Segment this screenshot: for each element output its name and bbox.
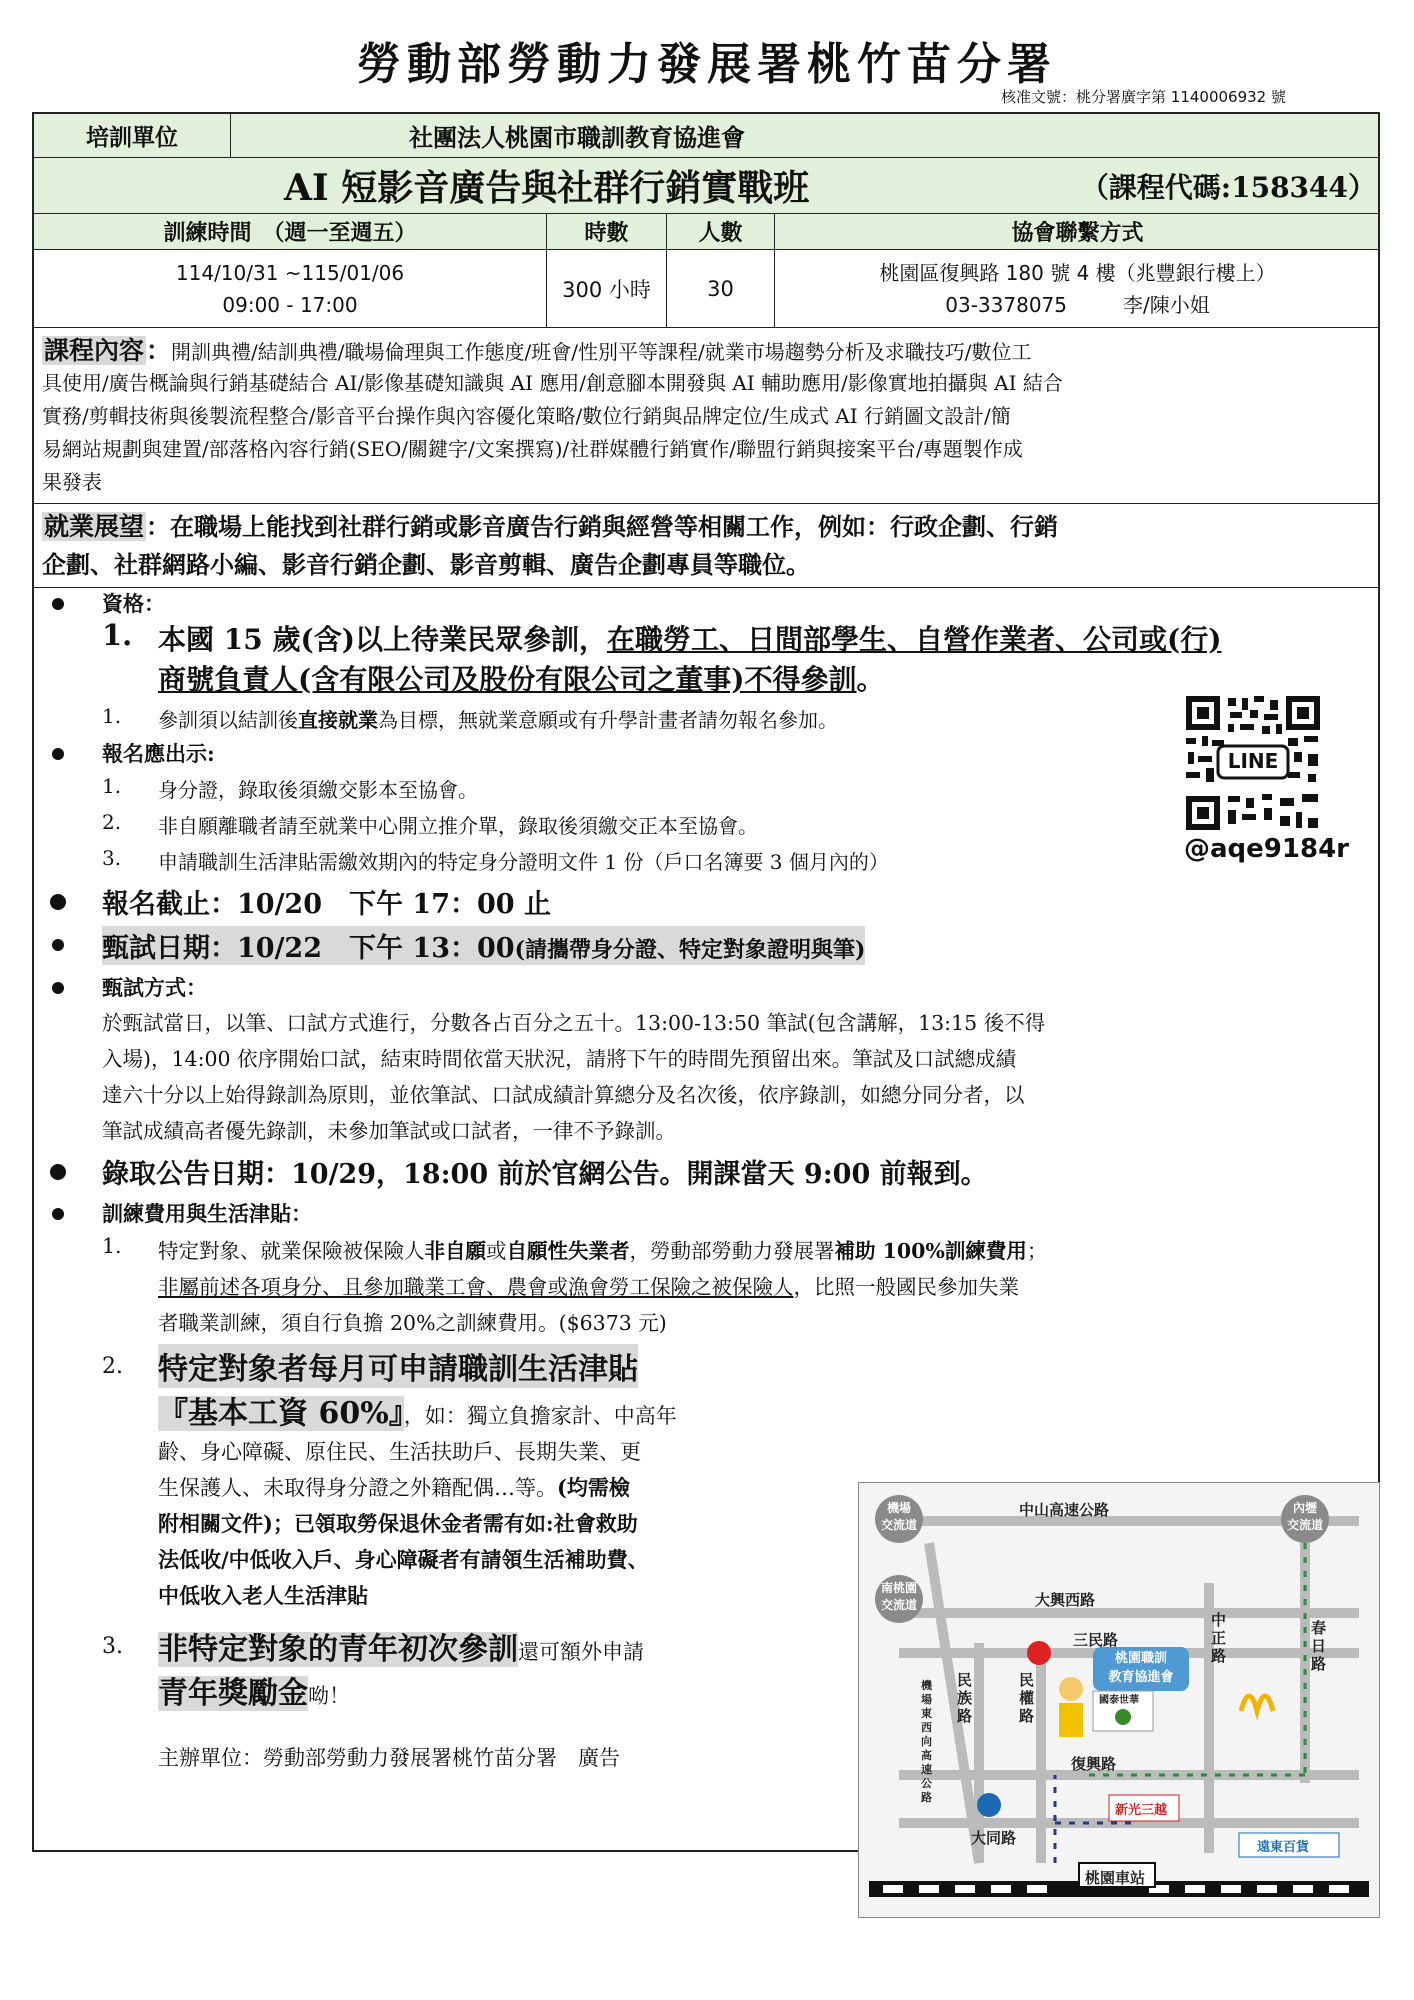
doc-num-1: 1. — [102, 774, 122, 798]
qual-line-1b: 在職勞工、日間部學生、自營作業者、公司或(行) — [606, 623, 1222, 656]
map-label-sanmin: 三民路 — [1073, 1631, 1119, 1649]
map-label-fuxing: 復興路 — [1071, 1755, 1117, 1773]
fee-item-2-big-1: 特定對象者每月可申請職訓生活津貼 — [158, 1344, 638, 1388]
fee-1-g: ； — [1026, 1239, 1048, 1263]
fee-2-b: ，比照一般國民參加失業 — [793, 1275, 1019, 1299]
bullet — [50, 894, 66, 910]
contact-address: 桃園區復興路 180 號 4 樓（兆豐銀行樓上） — [879, 260, 1276, 285]
map-label-south: 南桃園 交流道 — [881, 1581, 918, 1612]
organizer: 主辦單位：勞動部勞動力發展署桃竹苗分署 廣告 — [158, 1746, 620, 1770]
exam-date-note: (請攜帶身分證、特定對象證明與筆) — [514, 937, 866, 963]
fee-num-3: 3. — [102, 1634, 123, 1659]
location-map[interactable] — [858, 1482, 1380, 1918]
fee-item-2-line-4 — [158, 1472, 630, 1502]
fee-item-3-big-1: 非特定對象的青年初次參訓 — [158, 1632, 518, 1667]
map-label-zhongzheng: 中正路 — [1211, 1611, 1227, 1665]
fee-item-2-line-3: 齡、身心障礙、原住民、生活扶助戶、長期失業、更 — [158, 1440, 641, 1464]
fee-item-3-tail-2: 呦！ — [308, 1684, 350, 1708]
announcement: 錄取公告日期：10/29，18:00 前於官網公告。開課當天 9:00 前報到。 — [102, 1159, 988, 1190]
exam-date-main: 甄試日期：10/22 下午 13：00 — [102, 933, 515, 964]
doc-num-2: 2. — [102, 810, 122, 834]
exam-method-line-1: 於甄試當日，以筆、口試方式進行，分數各占百分之五十。13:00-13:50 筆試(包含講解，13:15 後不得 — [102, 1011, 1046, 1035]
fee-1-c: 或 — [486, 1239, 507, 1263]
content-line-3: 實務/剪輯技術與後製流程整合/影音平台操作與內容優化策略/數位行銷與品牌定位/生成式 AI 行銷圖文設計/簡 — [42, 404, 1011, 428]
contact-phone: 03-3378075 — [945, 292, 1067, 317]
employment-line-1: 在職場上能找到社群行銷或影音廣告行銷與經營等相關工作，例如：行政企劃、行銷 — [170, 512, 1059, 541]
map-label-minquan: 民權路 — [1019, 1671, 1035, 1725]
map-label-school: 桃園職訓 教育協進會 — [1108, 1651, 1174, 1685]
fee-item-3-line-1 — [158, 1624, 644, 1668]
unit-label: 培訓單位 — [86, 124, 178, 151]
training-time — [34, 250, 546, 327]
bank-icon — [1027, 1641, 1051, 1665]
registration-deadline: 報名截止：10/20 下午 17：00 止 — [102, 889, 551, 920]
fee-item-3-line-2 — [158, 1668, 350, 1712]
content-line-2: 具使用/廣告概論與行銷基礎結合 AI/影像基礎知識與 AI 應用/創意腳本開發與 AI 輔助應用/影像實地拍攝與 AI 結合 — [42, 371, 1063, 395]
fee-item-2-big-2: 『基本工資 60%』 — [158, 1396, 404, 1431]
table-data-row — [34, 250, 1378, 328]
qual-num-1: 1. — [102, 618, 133, 652]
employment-label: 就業展望 — [44, 512, 145, 541]
qualification-heading: 資格： — [102, 591, 165, 616]
fee-item-2-l5c: 已領取勞保退休金者需有如:社會救助 — [293, 1511, 638, 1536]
exam-method-line-3: 達六十分以上始得錄訓為原則，並依筆試、口試成績計算總分及名次後，依序錄訓，如總分同分者，以 — [102, 1083, 1025, 1107]
qual-line-1 — [158, 618, 1221, 658]
documents-heading: 報名應出示: — [102, 741, 215, 766]
fee-1-b: 非自願 — [424, 1239, 486, 1263]
bullet — [52, 982, 64, 994]
approval-number: 核准文號：桃分署廣字第 1140006932 號 — [1001, 88, 1286, 106]
cathay-icon — [977, 1793, 1001, 1817]
content-line-1: 開訓典禮/結訓典禮/職場倫理與工作態度/班會/性別平等課程/就業市場趨勢分析及求職技巧/數位工 — [171, 340, 1032, 364]
training-hours-of-day: 09:00 - 17:00 — [222, 292, 358, 317]
qual-line-1a: 本國 15 歲(含)以上待業民眾參訓， — [158, 623, 607, 656]
fee-item-3-tail-1: 還可額外申請 — [518, 1640, 644, 1664]
fee-1-e: ，勞動部勞動力發展署 — [629, 1239, 835, 1263]
exam-method-heading: 甄試方式： — [102, 975, 207, 1000]
map-label-xinguang: 新光三越 — [1115, 1803, 1168, 1818]
contact-info — [774, 250, 1380, 327]
fee-1-a: 特定對象、就業保險被保險人 — [158, 1239, 425, 1263]
qual-line-2a: 商號負責人(含有限公司及股份有限公司之董事)不得參訓 — [158, 663, 857, 696]
fee-item-2-l4a: 生保護人、未取得身分證之外籍配偶…等。 — [158, 1476, 557, 1500]
col-hours: 時數 — [546, 214, 666, 249]
qual-line-2b: 。 — [856, 663, 885, 696]
exam-method-line-4: 筆試成績高者優先錄訓，未參加筆試或口試者，一律不予錄訓。 — [102, 1119, 676, 1143]
map-label-chunri: 春日路 — [1311, 1619, 1327, 1673]
unit-name: 社團法人桃園市職訓教育協進會 — [230, 114, 1380, 157]
fee-item-2-l5a: 附相關文件) — [158, 1511, 273, 1536]
exam-date — [102, 926, 865, 965]
employment-colon: ： — [146, 512, 171, 541]
content-line-5: 果發表 — [42, 470, 102, 494]
qual-line-2 — [158, 658, 885, 698]
bullet — [52, 598, 64, 610]
course-code: （課程代碼:158344） — [1080, 170, 1376, 204]
map-label-neili: 內壢 交流道 — [1287, 1501, 1324, 1532]
contact-person: 李/陳小姐 — [1123, 292, 1210, 317]
fee-item-1-line-1 — [158, 1234, 1047, 1264]
fee-item-2-line-5 — [158, 1508, 638, 1538]
doc-num-3: 3. — [102, 846, 122, 870]
qual-sub-c: 為目標，無就業意願或有升學計畫者請勿報名參加。 — [378, 708, 838, 732]
table-header-row — [34, 214, 1378, 250]
map-label-minzu: 民族路 — [957, 1671, 973, 1725]
fee-item-2-tail: ，如：獨立負擔家計、中高年 — [403, 1404, 677, 1428]
col-contact: 協會聯繫方式 — [774, 214, 1380, 249]
map-label-wanshou: 機場東西向高速公路 — [921, 1679, 932, 1804]
fee-2-a: 非屬前述各項身分、且參加職業工會、農會或漁會勞工保險之被保險人 — [158, 1275, 794, 1299]
mcdonalds-icon — [1241, 1696, 1273, 1711]
qual-sub-b: 直接就業 — [298, 708, 378, 732]
map-label-mega: 國泰世華 — [1099, 1695, 1139, 1706]
contact-line — [945, 289, 1210, 321]
map-label-fareastern: 遠東百貨 — [1257, 1840, 1310, 1855]
flyer-frame — [32, 112, 1380, 1887]
bullet — [50, 1164, 66, 1180]
doc-text-3: 申請職訓生活津貼需繳效期內的特定身分證明文件 1 份（戶口名簿要 3 個月內的） — [158, 850, 889, 874]
fee-item-2-line-2 — [158, 1388, 677, 1432]
training-hours: 300 小時 — [546, 250, 666, 327]
fee-item-2-l5b: ； — [272, 1511, 294, 1536]
training-people: 30 — [666, 250, 774, 327]
map-label-airport: 機場 交流道 — [881, 1501, 918, 1532]
course-content-section — [34, 328, 1378, 504]
fee-item-2-line-7: 中低收入老人生活津貼 — [158, 1583, 368, 1608]
fee-item-1-line-2 — [158, 1270, 1019, 1300]
content-colon: ： — [146, 336, 172, 365]
content-line-4: 易網站規劃與建置/部落格內容行銷(SEO/關鍵字/文案撰寫)/社群媒體行銷實作/聯盟行銷與接案平台/專題製作成 — [42, 437, 1023, 461]
fee-item-3-big-2: 青年獎勵金 — [158, 1676, 308, 1711]
unit-row — [34, 114, 1378, 158]
doc-text-1: 身分證，錄取後須繳交影本至協會。 — [158, 778, 478, 802]
map-label-daxing: 大興西路 — [1035, 1591, 1096, 1609]
bullet — [52, 939, 64, 951]
employment-section — [34, 504, 1378, 588]
map-label-zhongshan: 中山高速公路 — [1019, 1501, 1110, 1519]
course-row — [34, 158, 1378, 214]
qual-sub-line — [158, 704, 838, 733]
map-label-station: 桃園車站 — [1085, 1869, 1146, 1887]
exam-method-line-2: 入場)，14:00 依序開始口試，結束時間依當天狀況，請將下午的時間先預留出來。筆試及口試總成績 — [102, 1047, 1017, 1071]
content-label: 課程內容 — [44, 336, 145, 365]
fee-1-f: 補助 100%訓練費用 — [834, 1239, 1027, 1263]
fee-item-2-l4b: (均需檢 — [557, 1475, 630, 1500]
qual-sub-num: 1. — [102, 704, 122, 728]
qual-sub-a: 參訓須以結訓後 — [158, 708, 298, 732]
training-dates: 114/10/31 ~115/01/06 — [175, 260, 405, 285]
bullet — [52, 748, 64, 760]
col-people: 人數 — [666, 214, 774, 249]
fee-1-d: 自願性失業者 — [506, 1239, 630, 1263]
map-label-datong: 大同路 — [971, 1829, 1017, 1847]
employment-line-2: 企劃、社群網路小編、影音行銷企劃、影音剪輯、廣告企劃專員等職位。 — [42, 550, 810, 579]
fee-num-1: 1. — [102, 1234, 122, 1258]
line-logo-label: LINE — [1227, 749, 1279, 773]
fee-item-2-line-6: 法低收/中低收入戶、身心障礙者有請領生活補助費、 — [158, 1547, 649, 1572]
col-time: 訓練時間 （週一至週五） — [163, 220, 417, 246]
fee-num-2: 2. — [102, 1354, 123, 1379]
line-qr-code[interactable] — [1184, 694, 1322, 832]
course-title: AI 短影音廣告與社群行銷實戰班 — [284, 167, 810, 209]
fee-item-1-line-3: 者職業訓練，須自行負擔 20%之訓練費用。($6373 元) — [158, 1311, 667, 1335]
bullet — [52, 1208, 64, 1220]
doc-text-2: 非自願離職者請至就業中心開立推介單，錄取後須繳交正本至協會。 — [158, 814, 758, 838]
line-id[interactable]: @aqe9184r — [1184, 834, 1349, 864]
fees-heading: 訓練費用與生活津貼： — [102, 1201, 312, 1226]
page-title: 勞動部勞動力發展署桃竹苗分署 — [357, 39, 1057, 90]
